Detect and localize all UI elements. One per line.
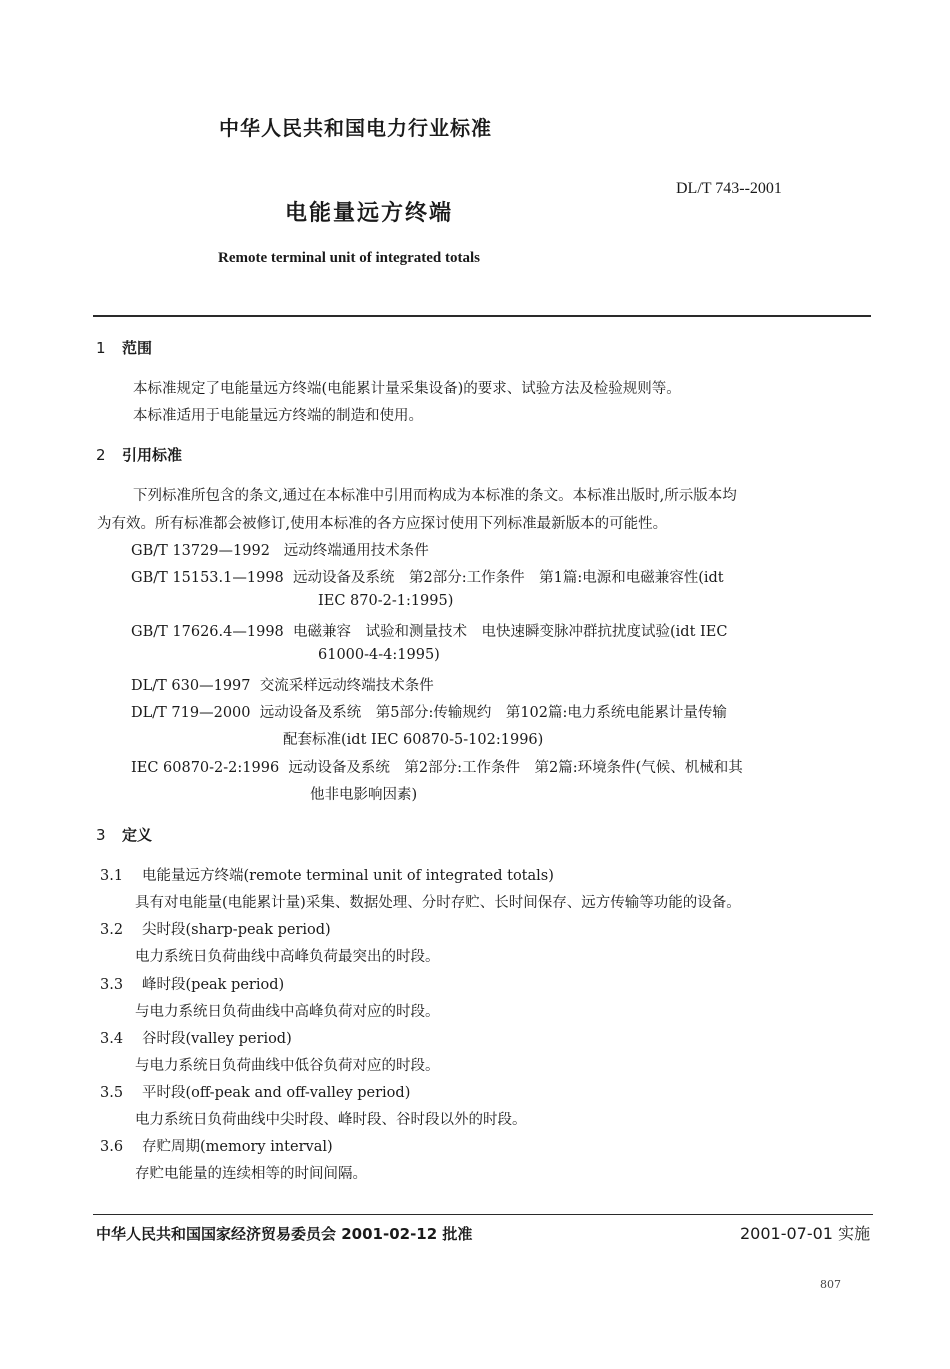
document-title-en: Remote terminal unit of integrated totals xyxy=(218,250,481,266)
paragraph-line: 本标准适用于电能量远方终端的制造和使用。 xyxy=(133,408,423,424)
paragraph-line: 本标准规定了电能量远方终端(电能累计量采集设备)的要求、试验方法及检验规则等。 xyxy=(133,381,681,397)
reference-item xyxy=(131,674,434,695)
reference-continuation: 配套标准(idt IEC 60870-5-102:1996) xyxy=(283,732,544,748)
definition-body: 存贮电能量的连续相等的时间间隔。 xyxy=(135,1166,367,1182)
definition-term-text: 平时段(off-peak and off-valley period) xyxy=(142,1085,411,1101)
reference-item xyxy=(131,566,724,587)
section-number: 3 xyxy=(96,826,106,844)
effective-date: 2001-07-01 实施 xyxy=(740,1224,871,1243)
reference-continuation: 他非电影响因素) xyxy=(310,787,418,803)
standard-code: DL/T 743--2001 xyxy=(676,180,782,197)
section-heading-references xyxy=(96,444,182,465)
definition-term xyxy=(100,1081,410,1102)
reference-title: 远动设备及系统 第5部分:传输规约 第102篇:电力系统电能累计量传输 xyxy=(259,705,727,721)
reference-item xyxy=(131,756,743,777)
reference-code: IEC 60870-2-2:1996 xyxy=(131,760,280,776)
definition-body: 与电力系统日负荷曲线中高峰负荷对应的时段。 xyxy=(135,1004,440,1020)
reference-code: GB/T 17626.4—1998 xyxy=(131,624,284,640)
definition-term xyxy=(100,1135,333,1156)
issuing-organization: 中华人民共和国电力行业标准 xyxy=(219,116,492,140)
section-number: 1 xyxy=(96,339,106,357)
reference-item xyxy=(131,701,727,722)
definition-term-text: 谷时段(valley period) xyxy=(142,1031,292,1047)
definition-body: 具有对电能量(电能累计量)采集、数据处理、分时存贮、长时间保存、远方传输等功能的设备。 xyxy=(135,895,741,911)
reference-code: DL/T 719—2000 xyxy=(131,705,251,721)
section-title: 定义 xyxy=(122,826,153,844)
definition-term-text: 尖时段(sharp-peak period) xyxy=(142,922,331,938)
reference-code: GB/T 13729—1992 xyxy=(131,543,270,559)
definition-number: 3.3 xyxy=(100,977,124,993)
section-title: 引用标准 xyxy=(122,446,183,464)
definition-term xyxy=(100,918,331,939)
section-heading-scope xyxy=(96,337,152,358)
reference-code: DL/T 630—1997 xyxy=(131,678,251,694)
definition-term-text: 峰时段(peak period) xyxy=(142,977,285,993)
reference-continuation: 61000-4-4:1995) xyxy=(318,647,440,663)
footer-divider xyxy=(93,1214,873,1215)
reference-title: 远动设备及系统 第2部分:工作条件 第2篇:环境条件(气候、机械和其 xyxy=(288,760,743,776)
definition-body: 电力系统日负荷曲线中尖时段、峰时段、谷时段以外的时段。 xyxy=(135,1112,527,1128)
section-number: 2 xyxy=(96,446,106,464)
page-number: 807 xyxy=(820,1278,841,1291)
definition-term-text: 存贮周期(memory interval) xyxy=(142,1139,333,1155)
reference-continuation: IEC 870-2-1:1995) xyxy=(318,593,454,609)
definition-number: 3.4 xyxy=(100,1031,124,1047)
paragraph-line: 为有效。所有标准都会被修订,使用本标准的各方应探讨使用下列标准最新版本的可能性。 xyxy=(97,516,668,532)
definition-number: 3.6 xyxy=(100,1139,124,1155)
section-title: 范围 xyxy=(122,339,153,357)
reference-item xyxy=(131,620,727,641)
header-divider xyxy=(93,315,871,317)
reference-title: 远动设备及系统 第2部分:工作条件 第1篇:电源和电磁兼容性(idt xyxy=(293,570,724,586)
reference-title: 远动终端通用技术条件 xyxy=(283,543,429,559)
definition-number: 3.2 xyxy=(100,922,124,938)
definition-term xyxy=(100,864,554,885)
definition-term-text: 电能量远方终端(remote terminal unit of integrated totals) xyxy=(142,868,554,884)
approval-statement: 中华人民共和国国家经济贸易委员会 2001-02-12 批准 xyxy=(96,1225,473,1243)
definition-body: 电力系统日负荷曲线中高峰负荷最突出的时段。 xyxy=(135,949,440,965)
section-heading-definitions xyxy=(96,824,152,845)
definition-body: 与电力系统日负荷曲线中低谷负荷对应的时段。 xyxy=(135,1058,440,1074)
definition-number: 3.1 xyxy=(100,868,124,884)
reference-title: 电磁兼容 试验和测量技术 电快速瞬变脉冲群抗扰度试验(idt IEC xyxy=(293,624,728,640)
paragraph-line: 下列标准所包含的条文,通过在本标准中引用而构成为本标准的条文。本标准出版时,所示版本均 xyxy=(133,488,737,504)
definition-term xyxy=(100,1027,292,1048)
reference-title: 交流采样远动终端技术条件 xyxy=(259,678,434,694)
document-title-cn: 电能量远方终端 xyxy=(285,201,454,226)
reference-item xyxy=(131,539,429,560)
reference-code: GB/T 15153.1—1998 xyxy=(131,570,284,586)
definition-term xyxy=(100,973,284,994)
definition-number: 3.5 xyxy=(100,1085,124,1101)
